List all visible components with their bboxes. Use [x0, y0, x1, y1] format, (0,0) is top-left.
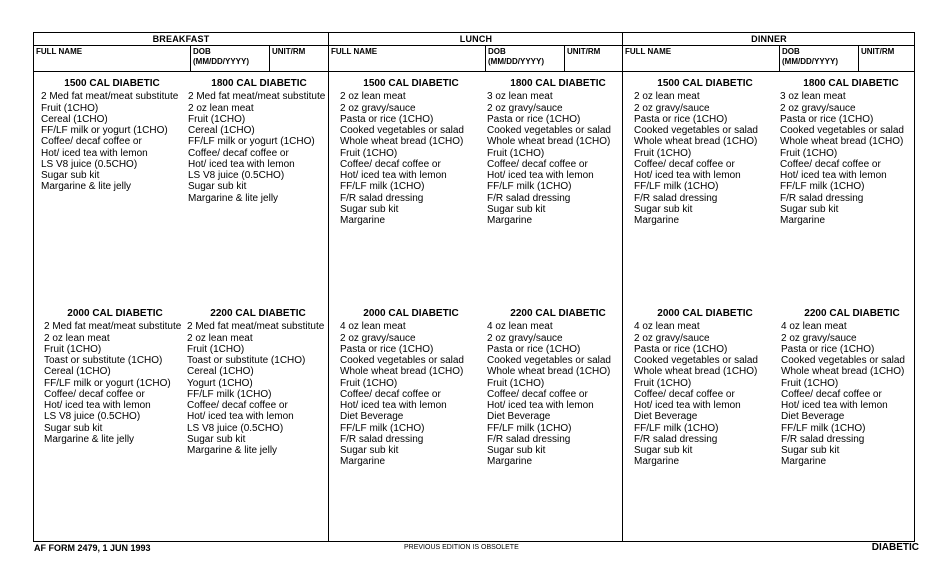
menu-items	[187, 321, 329, 456]
menu-item: Cooked vegetables or salad	[340, 355, 464, 366]
menu-item: Coffee/ decaf coffee or	[487, 388, 588, 400]
menu-item: Pasta or rice (1CHO)	[780, 113, 874, 125]
menu-item: Margarine & lite jelly	[187, 445, 278, 456]
menu-item: Yogurt (1CHO)	[187, 377, 253, 389]
breakfast-unit-header: UNIT/RM	[270, 46, 328, 72]
menu-item: Margarine	[634, 215, 680, 226]
menu-item: Fruit (1CHO)	[44, 343, 102, 355]
lunch-unit-header: UNIT/RM	[565, 46, 623, 72]
menu-item: Hot/ iced tea with lemon	[780, 170, 887, 181]
menu-item: Coffee/ decaf coffee or	[187, 400, 288, 411]
menu-item: Sugar sub kit	[487, 203, 546, 215]
menu-items	[340, 91, 482, 226]
lunch-dob-header: DOB (MM/DD/YYYY)	[486, 46, 565, 72]
menu-item: Sugar sub kit	[340, 445, 399, 456]
menu-title: 2000 CAL DIABETIC	[363, 308, 459, 319]
menu-item: Whole wheat bread (1CHO)	[340, 366, 464, 378]
menu-item: Whole wheat bread (1CHO)	[781, 366, 905, 378]
menu-item: Coffee/ decaf coffee or	[44, 388, 145, 400]
breakfast-menu-2200	[187, 308, 329, 456]
menu-item: FF/LF milk (1CHO)	[634, 422, 719, 434]
breakfast-column	[34, 33, 328, 541]
menu-item: Sugar sub kit	[780, 203, 839, 215]
menu-item: Whole wheat bread (1CHO)	[487, 366, 611, 378]
menu-item: 2 oz gravy/sauce	[487, 102, 563, 114]
lunch-menu-1800	[487, 78, 629, 226]
menu-item: F/R salad dressing	[634, 433, 718, 445]
menu-item: 2 Med fat meat/meat substitute	[188, 91, 326, 103]
menu-item: Cooked vegetables or salad	[634, 355, 758, 366]
dinner-unit-header: UNIT/RM	[859, 46, 915, 72]
menu-title: 2200 CAL DIABETIC	[804, 308, 900, 319]
menu-item: Hot/ iced tea with lemon	[44, 400, 151, 411]
menu-item: F/R salad dressing	[781, 433, 865, 445]
menu-item: Margarine	[487, 456, 533, 468]
dinner-menu-2000	[634, 308, 776, 468]
menu-item: Pasta or rice (1CHO)	[487, 343, 581, 355]
menu-item: Whole wheat bread (1CHO)	[487, 136, 611, 148]
dinner-dob-header: DOB (MM/DD/YYYY)	[780, 46, 859, 72]
menu-item: 2 oz gravy/sauce	[780, 102, 856, 114]
breakfast-menu-1800	[188, 78, 330, 204]
menu-item: Hot/ iced tea with lemon	[340, 170, 447, 181]
menu-item: Coffee/ decaf coffee or	[188, 147, 289, 159]
menu-item: Coffee/ decaf coffee or	[340, 158, 441, 170]
menu-item: Cooked vegetables or salad	[340, 125, 464, 136]
menu-item: Pasta or rice (1CHO)	[634, 113, 728, 125]
menu-items	[634, 321, 776, 467]
menu-item: LS V8 juice (0.5CHO)	[41, 158, 138, 170]
menu-item: LS V8 juice (0.5CHO)	[187, 422, 284, 434]
breakfast-dob-header: DOB (MM/DD/YYYY)	[191, 46, 270, 72]
menu-item: 2 Med fat meat/meat substitute	[44, 321, 182, 333]
menu-item: 2 oz lean meat	[44, 332, 110, 344]
menu-item: F/R salad dressing	[340, 192, 424, 204]
breakfast-full-name-header: FULL NAME	[34, 46, 191, 72]
menu-item: Margarine	[781, 456, 827, 468]
menu-item: Diet Beverage	[781, 411, 845, 423]
menu-item: F/R salad dressing	[780, 192, 864, 204]
menu-item: Hot/ iced tea with lemon	[487, 170, 594, 181]
menu-item: Toast or substitute (1CHO)	[187, 355, 306, 366]
lunch-title: LUNCH	[329, 33, 623, 46]
dinner-menu-2200	[781, 308, 923, 468]
menu-item: 2 oz gravy/sauce	[781, 332, 857, 344]
menu-items	[188, 91, 330, 204]
form-id: AF FORM 2479, 1 JUN 1993	[34, 543, 151, 553]
menu-item: Fruit (1CHO)	[41, 102, 99, 114]
menu-item: Fruit (1CHO)	[340, 147, 398, 159]
menu-item: Hot/ iced tea with lemon	[487, 400, 594, 411]
menu-items	[781, 321, 923, 467]
menu-item: Margarine & lite jelly	[44, 433, 135, 445]
menu-item: Pasta or rice (1CHO)	[781, 343, 875, 355]
menu-item: Fruit (1CHO)	[781, 377, 839, 389]
menu-item: Whole wheat bread (1CHO)	[634, 136, 758, 148]
menu-item: 2 oz gravy/sauce	[340, 332, 416, 344]
menu-item: 3 oz lean meat	[487, 91, 553, 103]
menu-title: 2000 CAL DIABETIC	[67, 308, 163, 319]
breakfast-title: BREAKFAST	[34, 33, 328, 46]
menu-item: Whole wheat bread (1CHO)	[634, 366, 758, 378]
menu-item: Hot/ iced tea with lemon	[634, 170, 741, 181]
menu-item: FF/LF milk (1CHO)	[781, 422, 866, 434]
menu-item: Fruit (1CHO)	[487, 147, 545, 159]
menu-item: 2 oz lean meat	[634, 91, 700, 103]
menu-item: Fruit (1CHO)	[634, 147, 692, 159]
menu-item: FF/LF milk or yogurt (1CHO)	[188, 136, 315, 148]
menu-item: Sugar sub kit	[634, 445, 693, 456]
menu-item: Margarine	[634, 456, 680, 468]
menu-items	[634, 91, 776, 226]
menu-item: Pasta or rice (1CHO)	[340, 113, 434, 125]
menu-item: Hot/ iced tea with lemon	[187, 411, 294, 423]
menu-item: Coffee/ decaf coffee or	[41, 136, 142, 148]
menu-item: 2 Med fat meat/meat substitute	[187, 321, 325, 333]
menu-item: Cooked vegetables or salad	[487, 355, 611, 366]
menu-title: 1800 CAL DIABETIC	[211, 78, 307, 89]
menu-item: Margarine & lite jelly	[188, 192, 279, 204]
breakfast-menu-2000	[44, 308, 186, 445]
menu-item: Cereal (1CHO)	[187, 366, 254, 378]
menu-item: Cooked vegetables or salad	[634, 125, 758, 136]
menu-item: Sugar sub kit	[340, 203, 399, 215]
menu-item: Cooked vegetables or salad	[781, 355, 905, 366]
menu-title: 1500 CAL DIABETIC	[64, 78, 160, 89]
menu-item: Sugar sub kit	[44, 422, 103, 434]
menu-title: 2000 CAL DIABETIC	[657, 308, 753, 319]
menu-item: Cereal (1CHO)	[188, 125, 255, 136]
menu-item: Sugar sub kit	[188, 181, 247, 193]
menu-item: Coffee/ decaf coffee or	[780, 158, 881, 170]
menu-item: 3 oz lean meat	[780, 91, 846, 103]
dinner-menu-1800	[780, 78, 922, 226]
menu-item: Margarine	[340, 456, 386, 468]
menu-item: F/R salad dressing	[487, 433, 571, 445]
dinner-menu-1500	[634, 78, 776, 226]
menu-item: Fruit (1CHO)	[487, 377, 545, 389]
menu-item: FF/LF milk (1CHO)	[634, 181, 719, 193]
menu-item: Fruit (1CHO)	[187, 343, 245, 355]
menu-item: Fruit (1CHO)	[634, 377, 692, 389]
menu-item: Cereal (1CHO)	[44, 366, 111, 378]
menu-item: Coffee/ decaf coffee or	[634, 158, 735, 170]
menu-item: 2 oz lean meat	[340, 91, 406, 103]
menu-item: Sugar sub kit	[781, 445, 840, 456]
menu-item: FF/LF milk or yogurt (1CHO)	[41, 125, 168, 136]
menu-item: Cooked vegetables or salad	[780, 125, 904, 136]
menu-item: Hot/ iced tea with lemon	[781, 400, 888, 411]
menu-item: Diet Beverage	[487, 411, 551, 423]
menu-item: Hot/ iced tea with lemon	[41, 147, 148, 159]
menu-item: Margarine	[487, 215, 533, 226]
menu-item: LS V8 juice (0.5CHO)	[188, 170, 285, 181]
menu-item: FF/LF milk (1CHO)	[487, 422, 572, 434]
menu-item: Margarine	[340, 215, 386, 226]
menu-item: Margarine	[780, 215, 826, 226]
menu-item: 4 oz lean meat	[340, 321, 406, 333]
menu-item: Whole wheat bread (1CHO)	[340, 136, 464, 148]
menu-item: Pasta or rice (1CHO)	[634, 343, 728, 355]
menu-item: 4 oz lean meat	[487, 321, 553, 333]
menu-item: Sugar sub kit	[634, 203, 693, 215]
menu-item: Diet Beverage	[340, 411, 404, 423]
lunch-column	[328, 33, 623, 541]
menu-item: 2 oz lean meat	[188, 102, 254, 114]
lunch-menu-1500	[340, 78, 482, 226]
menu-items	[44, 321, 186, 445]
menu-item: Hot/ iced tea with lemon	[634, 400, 741, 411]
menu-item: F/R salad dressing	[340, 433, 424, 445]
menu-title: 1800 CAL DIABETIC	[803, 78, 899, 89]
menu-item: FF/LF milk or yogurt (1CHO)	[44, 377, 171, 389]
menu-title: 2200 CAL DIABETIC	[210, 308, 306, 319]
menu-item: Hot/ iced tea with lemon	[188, 158, 295, 170]
menu-title: 2200 CAL DIABETIC	[510, 308, 606, 319]
menu-item: F/R salad dressing	[487, 192, 571, 204]
menu-items	[487, 321, 629, 467]
menu-item: LS V8 juice (0.5CHO)	[44, 411, 141, 423]
menu-item: Fruit (1CHO)	[780, 147, 838, 159]
menu-item: Sugar sub kit	[187, 433, 246, 445]
menu-item: Pasta or rice (1CHO)	[340, 343, 434, 355]
lunch-full-name-header: FULL NAME	[329, 46, 486, 72]
menu-item: FF/LF milk (1CHO)	[487, 181, 572, 193]
menu-items	[41, 91, 183, 192]
obsolete-note: PREVIOUS EDITION IS OBSOLETE	[404, 544, 519, 551]
lunch-menu-2200	[487, 308, 629, 468]
menu-item: Hot/ iced tea with lemon	[340, 400, 447, 411]
menu-item: Coffee/ decaf coffee or	[781, 388, 882, 400]
menu-item: 2 oz gravy/sauce	[634, 102, 710, 114]
menu-item: Toast or substitute (1CHO)	[44, 355, 163, 366]
menu-item: FF/LF milk (1CHO)	[780, 181, 865, 193]
menu-item: Diet Beverage	[634, 411, 698, 423]
menu-item: Whole wheat bread (1CHO)	[780, 136, 904, 148]
menu-item: Margarine & lite jelly	[41, 181, 132, 193]
menu-title: 1500 CAL DIABETIC	[363, 78, 459, 89]
dinner-full-name-header: FULL NAME	[623, 46, 780, 72]
form-type: DIABETIC	[871, 542, 919, 553]
menu-item: 4 oz lean meat	[781, 321, 847, 333]
menu-item: Fruit (1CHO)	[340, 377, 398, 389]
menu-item: 2 oz gravy/sauce	[634, 332, 710, 344]
menu-items	[487, 91, 629, 226]
breakfast-menu-1500	[41, 78, 183, 193]
menu-item: Sugar sub kit	[487, 445, 546, 456]
menu-item: FF/LF milk (1CHO)	[187, 388, 272, 400]
lunch-menu-2000	[340, 308, 482, 468]
menu-item: 2 Med fat meat/meat substitute	[41, 91, 179, 103]
menu-item: Pasta or rice (1CHO)	[487, 113, 581, 125]
menu-item: 2 oz gravy/sauce	[487, 332, 563, 344]
menu-item: 4 oz lean meat	[634, 321, 700, 333]
menu-item: Coffee/ decaf coffee or	[487, 158, 588, 170]
menu-title: 1500 CAL DIABETIC	[657, 78, 753, 89]
menu-item: 2 oz gravy/sauce	[340, 102, 416, 114]
menu-title: 1800 CAL DIABETIC	[510, 78, 606, 89]
menu-item: FF/LF milk (1CHO)	[340, 422, 425, 434]
menu-item: Coffee/ decaf coffee or	[634, 388, 735, 400]
menu-item: Sugar sub kit	[41, 170, 100, 181]
diet-form	[33, 32, 915, 542]
menu-item: FF/LF milk (1CHO)	[340, 181, 425, 193]
menu-item: Coffee/ decaf coffee or	[340, 388, 441, 400]
dinner-title: DINNER	[623, 33, 915, 46]
dinner-column	[622, 33, 915, 541]
menu-items	[780, 91, 922, 226]
menu-item: Fruit (1CHO)	[188, 113, 246, 125]
menu-item: 2 oz lean meat	[187, 332, 253, 344]
menu-items	[340, 321, 482, 467]
menu-item: F/R salad dressing	[634, 192, 718, 204]
menu-item: Cooked vegetables or salad	[487, 125, 611, 136]
menu-item: Cereal (1CHO)	[41, 113, 108, 125]
